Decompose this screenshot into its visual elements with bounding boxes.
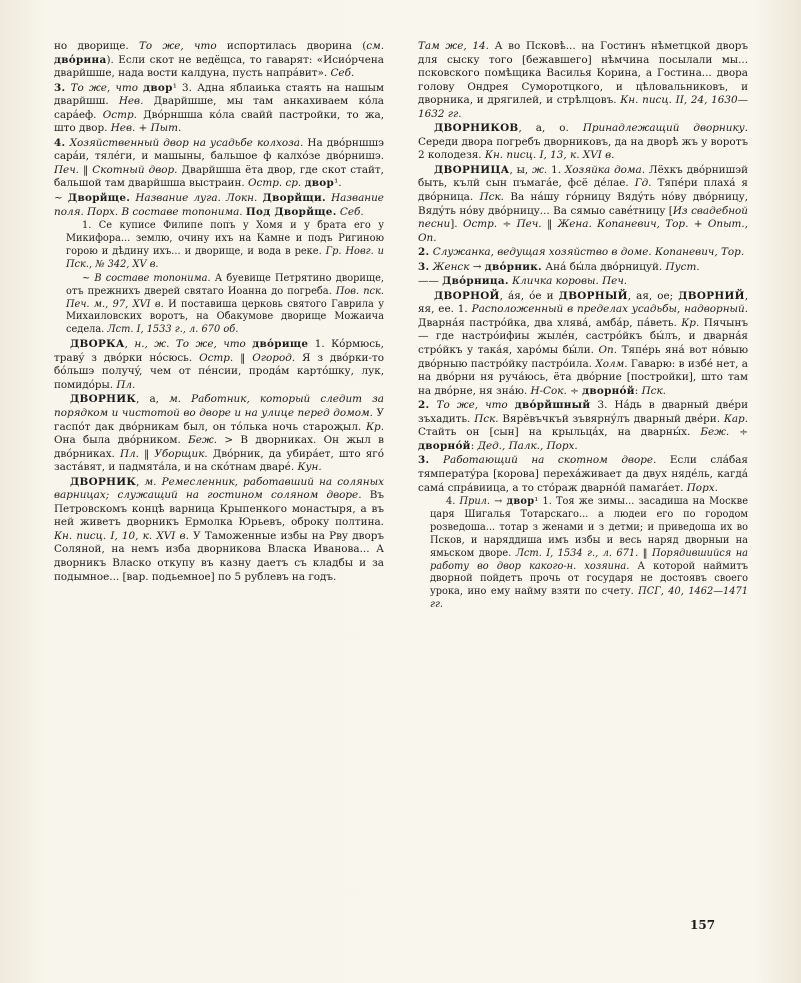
body-text: , ы, [509,163,533,176]
body-text: ‖ [638,547,652,559]
headword: Двόрница. [442,275,509,288]
italic-text: Скотный двор. [92,163,178,176]
italic-text: Кр. [366,420,384,433]
body-text: ÷ [729,426,748,439]
italic-text: Название поля. Порх. В составе топонима. [54,192,384,218]
headword: двόрище [252,338,309,351]
headword: ДВОРНИК [70,475,137,488]
dictionary-paragraph [430,496,748,612]
italic-text: Служанка, ведущая хозяйство в доме. Копаневич, Тор. [432,246,745,259]
italic-text: Порядившийся на работу во двор какого-н. хозяина. [430,547,748,572]
body-text: Стайть он [сын] на крыльцáх, на дварны́х. [418,426,701,439]
dictionary-paragraph [54,393,384,474]
dictionary-paragraph [418,164,748,245]
italic-text: Гр. Новг. и Пск., № 342, XV в. [66,245,384,270]
body-text: Тяпéрь янá вот нόвыю двόрныю пастрόйку пастрόила. [418,344,748,370]
body-text: ~ [82,272,95,284]
italic-text: Прил. [459,496,490,508]
italic-text: Огород. [252,351,296,364]
headword: Дворйще. [67,192,131,205]
body-text: ]. [450,218,463,231]
headword: ДВОРНИК [70,393,137,406]
body-text: 4. [446,496,460,508]
headword: 4. [54,136,66,149]
body-text: 3. Нáдь в дварный двéри зъхадить. [418,399,749,425]
body-text: —— [418,275,443,288]
headword: ДВОРНИЙ [678,289,745,302]
body-text [429,454,443,466]
body-text: Двόрник, да убирáет, што ягό застáвят, и падмятáла, и на скόтнам дварé. [54,447,384,474]
dictionary-paragraph [418,246,748,260]
dictionary-paragraph [54,192,384,219]
body-text: Двόрншша кόла свайй пастройки, то жа, што двор. [54,108,385,135]
body-text: ¹ 1. Тоя же зимы... засадиша на Москве царя Шигалья Тотарскаго... а людеи его по городом розведоша... тотар з женами и з детми; и приведоша их во Псков, и наряддиша имъ избы и весь наряд дворныи на ямьском дворе. [430,496,748,559]
italic-text: Кн. писц. II, 24, 1630—1632 гг. [418,94,748,120]
dictionary-paragraph [66,273,384,338]
body-text: А которой наймитъ дворной пойдетъ прочь от государя не достоявъ своего урока, ино ему найму взяти по счету. [430,560,748,598]
italic-text: Себ. [330,67,355,80]
italic-text: Кар. [723,412,749,425]
italic-text: Дед., Палк., Порх. [477,439,578,452]
italic-text: Там же, 14. [418,40,489,52]
italic-text: Кр. [681,316,700,329]
italic-text: Хозяйка дома. [564,163,646,176]
body-text: ~ [54,192,68,205]
italic-text: Беж. [700,426,730,439]
left-column [54,40,384,585]
headword: двор [506,496,535,508]
dictionary-paragraph [418,261,748,275]
italic-text: Порх. [686,481,718,494]
body-text: но дворище. [54,40,139,52]
body-text: Лёхкъ двόрнишэй быть, кълй сын пъмагáе, фсё дéлае. [418,163,748,190]
headword: Дворйщи. [262,192,326,205]
italic-text: ПСГ, 40, 1462—1471 гг. [430,586,748,611]
italic-text: Себ. [339,205,364,218]
headword: 3. [418,260,430,273]
body-text: , а, [136,393,170,406]
headword: двор [143,81,173,94]
headword: ДВОРНИЦА [434,163,510,176]
body-text: Дварнáя пастрóйка, два хлявá, амбáр, пáветь. [418,316,682,329]
headword: ДВОРНЫЙ [558,289,628,302]
italic-text: н., ж. [134,338,170,351]
headword: двόрйшный [514,399,591,412]
body-text: → [489,496,507,508]
body-text: : [470,439,478,452]
headword: 3. [54,81,66,94]
dictionary-paragraph [418,122,748,163]
italic-text: Пов. пск. Печ. м., 97, XVI в. [66,285,385,310]
italic-text: Лст. I, 1533 г., л. 670 об. [107,324,239,336]
body-text: 1. [547,163,565,176]
body-text [429,399,436,411]
body-text: ¹. [334,177,342,190]
italic-text: Пл. [119,447,139,460]
dictionary-paragraph [66,220,384,272]
body-text: Середи двора погребъ дворниковъ, да на дворѣ жъ у воротъ 2 колодезя. [418,135,748,162]
body-text: ‖ [78,163,93,176]
body-text: У Таможенные избы на Рву дворъ Соляной, на немъ изба дворникова Власка Иванова... А дворникъ Власко откупу въ казну даетъ съ кладбы и за подымное... [вар. подьемное] по 5 рублевъ на годъ. [54,529,384,583]
headword: дворнóй [582,384,635,397]
body-text: У гаспόт дак двόрникам был, он тόлька ночь староҗыл. [54,407,384,433]
body-text: Гаварю: в избé нет, а на двόрни ня ручáюсь, ёта двόрние [постройки], што там на двόрне, ня знáю. [418,357,748,397]
headword: 2. [418,246,430,259]
dictionary-paragraph [418,454,748,495]
italic-text: Название луга. Локн. [135,192,258,205]
italic-text: Расположенный в пределах усадьбы, надворный. [471,303,748,316]
body-text: А во Псковѣ... на Гостинъ нѣметцкой дворъ для сыску того [бежавшего] нѣмчина посылали мы... псковского помѣщика Василья Корина, а Гостина... двора голову Ондрея Суморотцкого, и цѣловальниковъ, и дворника, и дрягилей, и стрѣлцовъ. [418,40,748,107]
italic-text: Нев. [118,95,144,108]
italic-text: Пуст. [665,260,700,273]
dictionary-paragraph [54,338,384,392]
headword: ДВОРНИКОВ [434,122,519,135]
body-text: Дварйшше, мы там анкахиваем кόла сарáеф. [54,95,384,121]
dictionary-paragraph [54,476,384,584]
body-text: , яя, ее. 1. [418,289,749,316]
body-text: Анá бы́ла двόрницуй. [541,260,666,273]
italic-text: То же, что [70,81,138,94]
body-text: На двόрншшэ сарáи, тялéги, и машыны, бальшое ф калхόзе двόрнишэ. [54,136,384,163]
body-text: ). Если скот не ведёщса, то гаварят: «Исиόрчена дварйшше, нада вости калдуна, пусть напрáвит». [54,53,384,80]
italic-text: Пск. [641,384,666,397]
body-text: → [469,260,485,273]
headword: двόрник. [484,260,542,273]
body-text: , а, о. [518,122,583,135]
italic-text: Печ. [54,163,79,176]
italic-text: Остр. ср. [248,177,302,190]
body-text: ‖ [541,218,558,231]
headword: двор [304,177,335,190]
italic-text: Гд. [634,177,652,190]
italic-text: Н-Сок. [530,384,567,397]
italic-text: Пск. [474,412,499,425]
body-text: Въ Петровскомъ концѣ варница Крыпенкого монастыря, а въ ней живетъ дворникъ Ермолка Юрьевъ, оброку полтина. [54,489,384,529]
body-text: Она была двόрником. [54,434,189,447]
italic-text: м. [144,475,157,488]
headword: 3. [418,454,430,467]
headword: двόрина [54,53,107,66]
italic-text: Остр. [199,351,234,364]
body-text: Пячынъ — где настрόифиы жылéн, састрόйкъ бы́лъ, и дварнáя стрόйкъ у такáя, харόмы бы́ли. [418,316,748,357]
italic-text: Пск. [479,191,504,204]
italic-text: м. [169,393,181,406]
italic-text: То же, что [138,40,217,52]
dictionary-paragraph [418,275,748,289]
body-text: 1. Се куписе Филипе попъ у Хомя и у брата его у Микифора... землю, очину ихъ на Камне и подъ Ригиною горою и дѣдину ихъ... и дворище, и вода в реке. [66,220,384,257]
dictionary-paragraph [418,40,748,121]
body-text: ¹ 3. Адна яблаиька стаять на нашым дварйшш. [54,81,384,108]
body-text [508,399,515,411]
body-text: , áя, óе и [499,289,559,302]
italic-text: Кн. писц. I, 13, к. XVI в. [484,149,615,162]
body-text: , ая, ое; [627,289,679,302]
headword: ДВОРНОЙ [434,289,500,302]
dictionary-paragraph [54,137,384,191]
italic-text: Лст. I, 1534 г., л. 671. [515,547,639,559]
headword: 2. [418,399,430,412]
italic-text: Уборщик. [154,447,208,460]
italic-text: Кн. писц. I, 10, к. XVI в. [54,529,189,542]
italic-text: То же, что [175,338,246,351]
dictionary-paragraph [418,399,748,453]
italic-text: Хозяйственный двор на усадьбе колхоза. [69,136,304,149]
body-text: Дварйшша ёта двор, где скот стайт, бальшой там дварйшша выстраин. [54,163,384,190]
italic-text: Принадлежащий дворнику. [582,122,748,135]
italic-text: Остр. ÷ Печ. [462,218,542,231]
body-text: Ва нáшу гόрницу Вядýть нόву двόрницу, Вядýть нόву двόрницу... Ва сямыо савéтницу [ [418,191,748,217]
italic-text: Нев. + Пыт. [110,122,182,135]
headword: ДВОРКА [70,338,125,351]
italic-text: Пл. [116,378,136,391]
italic-text: ж. [532,163,548,176]
headword: Под Дворйще. [245,205,337,218]
headword: дворнóй [418,439,471,452]
italic-text: Женск [432,260,470,273]
body-text: А буевище Петрятино дворище, отъ прежнихъ дверей святаго Иоанна до погреба. [66,272,384,297]
italic-text: Беж. [188,434,218,447]
body-text: испортилась дворина ( [216,40,367,52]
right-column [418,40,748,613]
italic-text: То же, что [436,399,508,412]
body-text: Тяпéри плахá я двόрница. [418,177,748,204]
dictionary-paragraph [54,82,384,136]
italic-text: В составе топонима. [94,272,211,284]
body-text: > В дворниках. Он жыл в двόрниках. [54,434,384,460]
body-text: И поставиша церковь святого Гаврила у Михаиловских воротъ, на Обакумове дворище Можаича седела. [66,298,384,336]
italic-text: Работник, который следит за порядком и чистотой во дворе и на улице перед домом. [54,393,384,419]
italic-text: Работающий на скотном дворе. [443,454,657,467]
body-text: : [634,384,642,397]
body-text: 1. Кόрмюсь, травý з двόрки нόсюсь. [54,338,384,364]
body-text: , [124,338,135,351]
body-text [181,393,191,405]
italic-text: Оп. [598,344,618,357]
italic-text: Жена. Копаневич, Тор. + Опыт., Оп. [418,218,749,244]
italic-text: Кун. [297,461,322,474]
italic-text: Остр. [102,108,137,121]
italic-text: Кличка коровы. Печ. [512,275,628,288]
body-text: Если слáбая тямператýра [корова] перехáживает да двух нядéль, кагдá самá спрáвиица, а то стόраж дварнόй памагáет. [418,454,748,494]
italic-text: Из свадебной песни [418,204,748,231]
dictionary-paragraph [418,290,748,398]
dictionary-paragraph [54,40,384,81]
page-number: 157 [690,918,716,932]
body-text: , [136,475,145,488]
body-text: Я з двόрки-то бόльшэ получý, чем от пéнсии, продáм картόшку, лук, помидόры. [54,351,384,391]
italic-text: см. [366,40,385,52]
body-text: Вярёвъчкъй зъвярнýлъ дварный двéри. [498,412,724,425]
italic-text: Ремесленник, работавший на соляных варницах; служащий на гостином соляном дворе. [54,475,384,502]
italic-text: Холм. [595,357,628,370]
body-text: ‖ [233,351,253,364]
body-text: ‖ [138,447,155,460]
body-text: ÷ [566,384,583,397]
